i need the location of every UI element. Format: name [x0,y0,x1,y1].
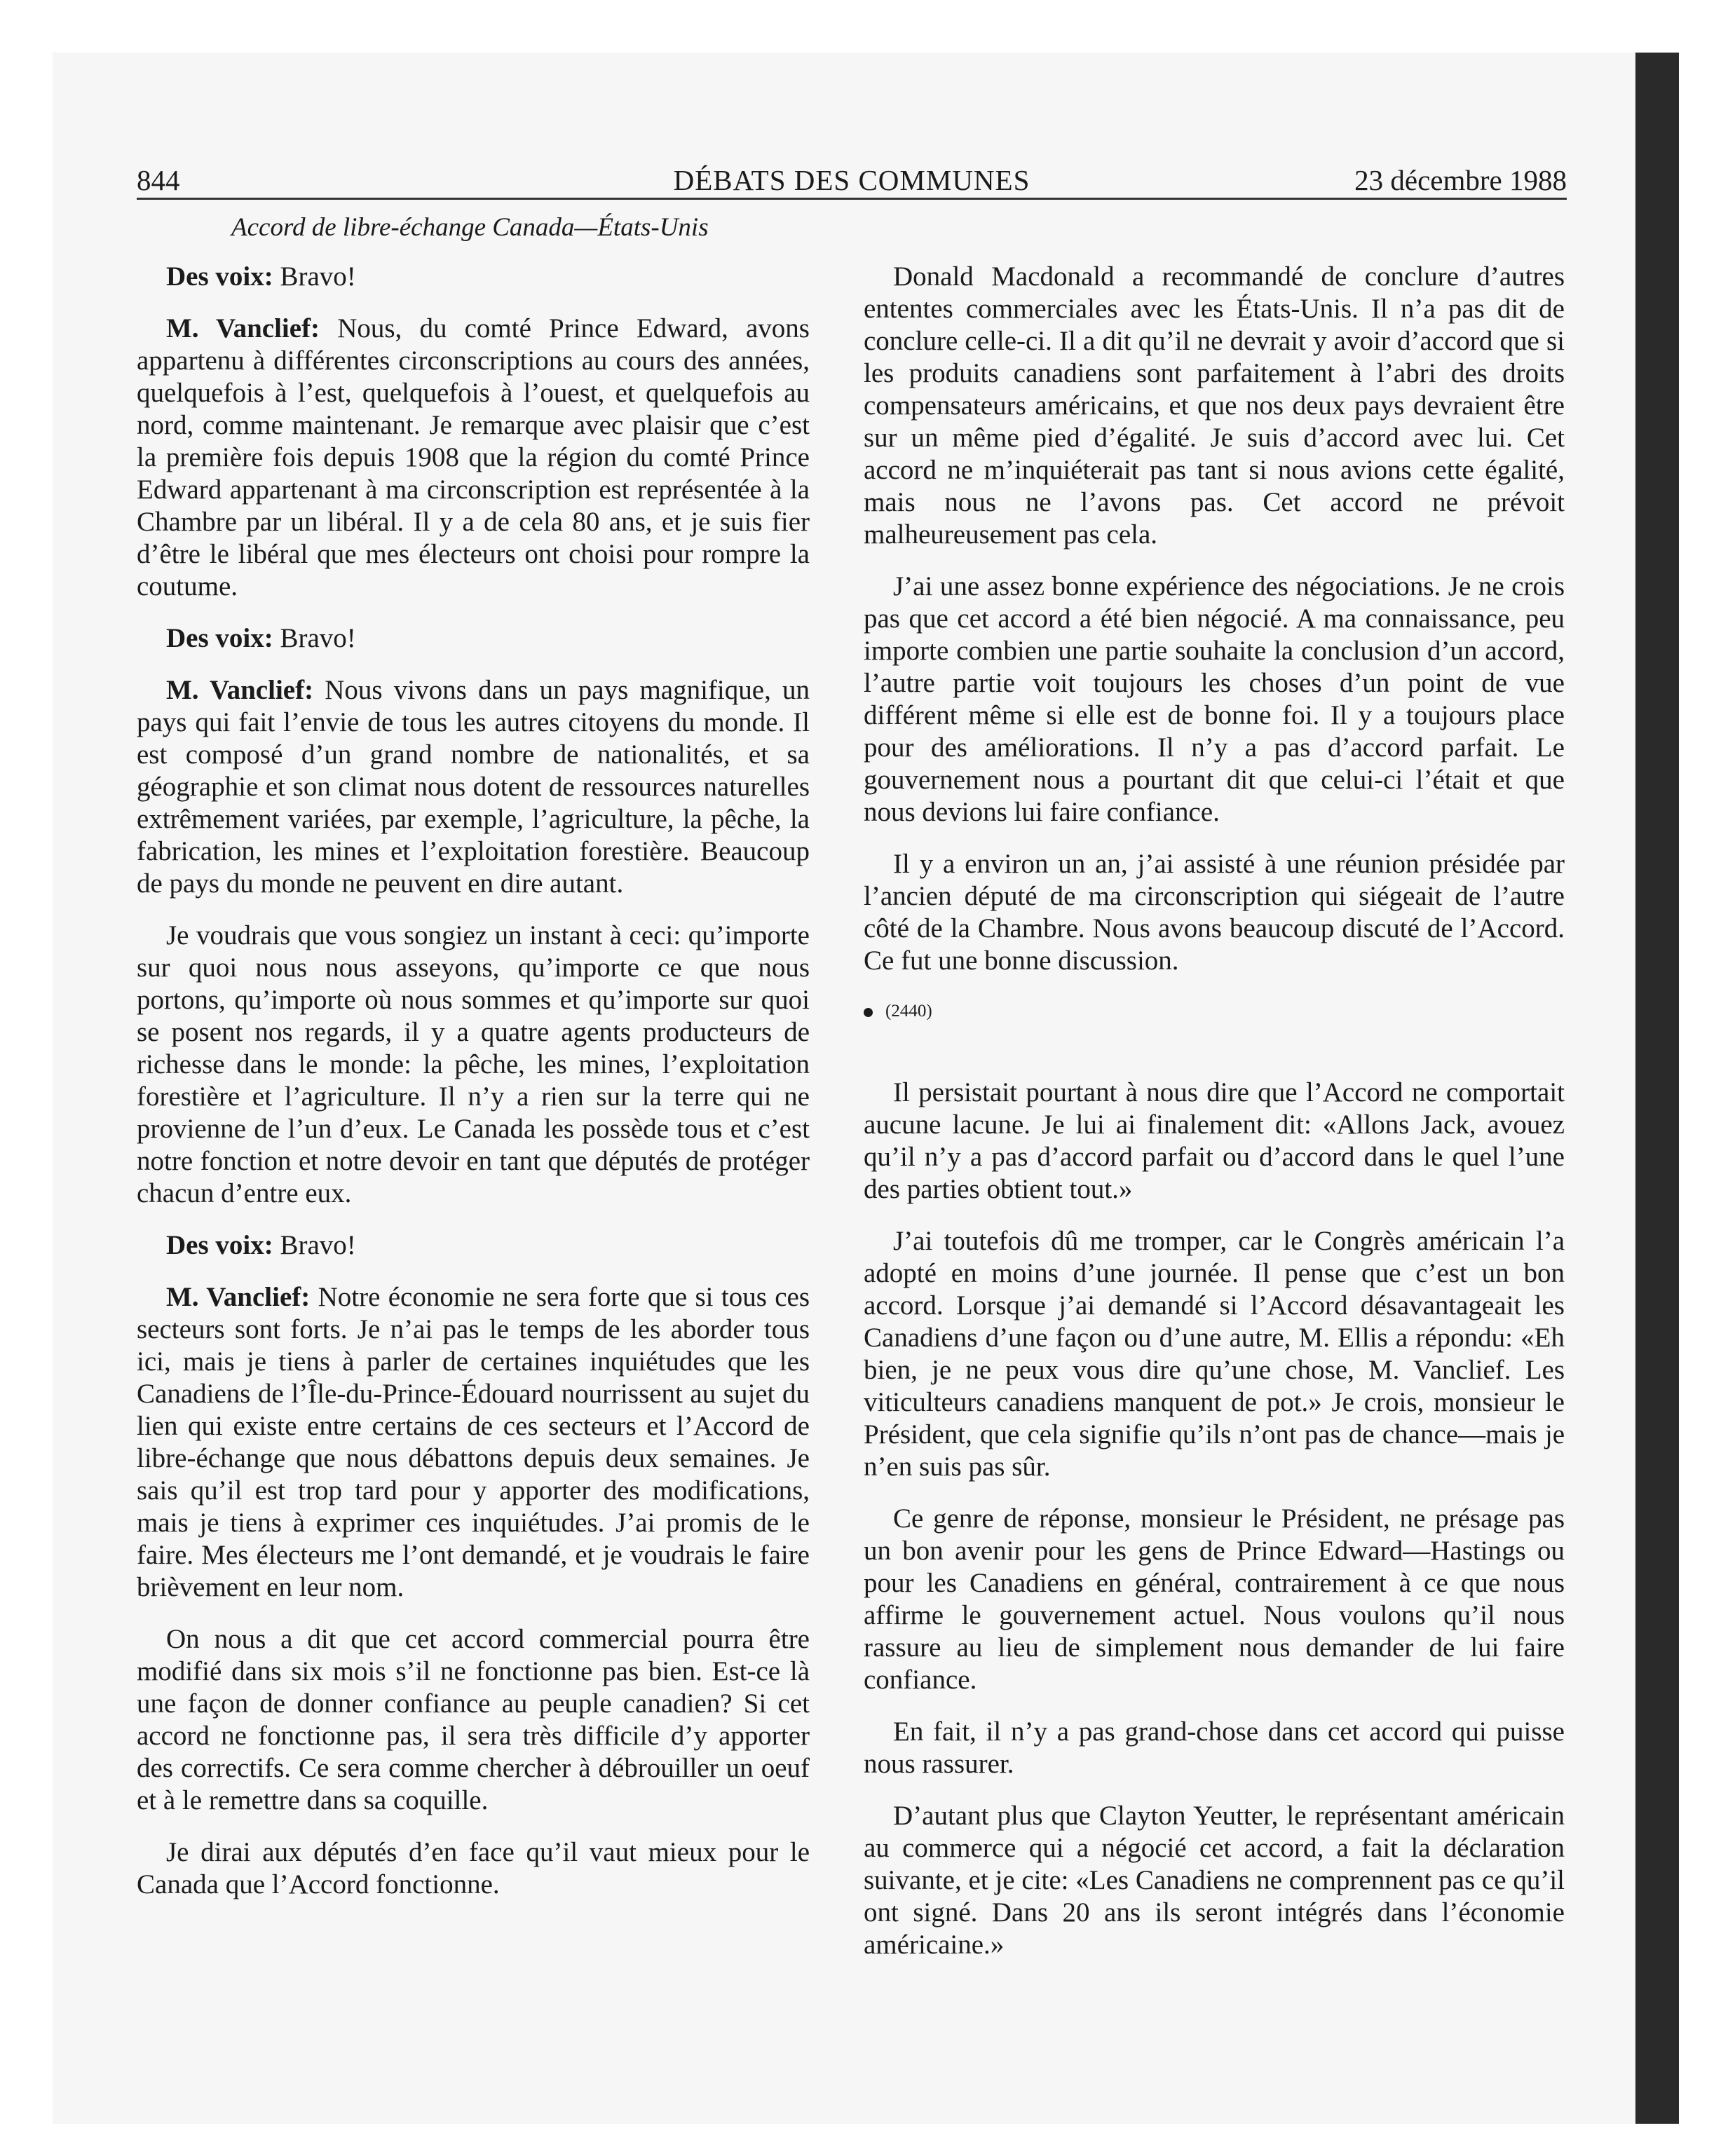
section-subheading: Accord de libre-échange Canada—États-Unis [231,213,709,242]
paragraph [137,622,810,655]
paragraph-text: Nous, du comté Prince Edward, avons appartenu à différentes circonscriptions au cours des années, quelquefois à l’est, quelquefois à l’ouest, et quelquefois au nord, comme maintenant. Je remarque avec plaisir que c’est la première fois depuis 1908 que la région du comté Prince Edward appartenant à ma circonscription est représentée à la Chambre par un libéral. Il y a de cela 80 ans, et je suis fier d’être le libéral que mes électeurs ont choisi pour rompre la coutume. [137,313,810,601]
paragraph: Ce genre de réponse, monsieur le Président, ne présage pas un bon avenir pour les gens de Prince Edward—Hastings ou pour les Canadiens en général, contrairement à ce que nous affirme le gouvernement actuel. Nous voulons qu’il nous rassure au lieu de simplement nous demander de lui faire confiance. [864,1503,1565,1695]
paragraph: D’autant plus que Clayton Yeutter, le représentant américain au commerce qui a négocié cet accord, a fait la déclaration suivante, et je cite: «Les Canadiens ne comprennent pas ce qu’il ont signé. Dans 20 ans ils seront intégrés dans l’économie américaine.» [864,1801,1565,1960]
speaker-label: Des voix: [166,261,273,292]
paragraph: En fait, il n’y a pas grand-chose dans cet accord qui puisse nous rassurer. [864,1717,1565,1779]
paragraph [137,313,810,603]
paragraph [137,674,810,900]
paragraph: On nous a dit que cet accord commercial pourra être modifié dans six mois s’il ne fonctionne pas bien. Est-ce là une façon de donner confiance au peuple canadien? Si cet accord ne fonctionne pas, il sera très difficile d’y apporter des correctifs. Ce sera comme chercher à débrouiller un oeuf et à le remettre dans sa coquille. [137,1624,810,1815]
paragraph: Je dirai aux députés d’en face qu’il vaut mieux pour le Canada que l’Accord fonctionne. [137,1837,810,1899]
speaker-label: M. Vanclief: [166,675,314,705]
paragraph [137,1229,810,1262]
paragraph-text: Bravo! [280,623,356,653]
header-rule [137,198,1567,200]
scan-edge-shadow [1635,53,1679,2124]
speaker-label: Des voix: [166,623,273,653]
speaker-label: M. Vanclief: [166,1282,311,1312]
bullet-icon [864,1008,873,1017]
paragraph: J’ai toutefois dû me tromper, car le Congrès américain l’a adopté en moins d’une journée. Il pense que c’est un bon accord. Lorsque j’ai demandé si l’Accord désavantageait les Canadiens d’une façon ou d’une autre, M. Ellis a répondu: «Eh bien, je ne peux vous dire qu’une chose, M. Vanclief. Les viticulteurs canadiens manquent de pot.» Je crois, monsieur le Président, que cela signifie qu’ils n’ont pas de chance—mais je n’en suis pas sûr. [864,1226,1565,1482]
speaker-label: Des voix: [166,1230,273,1260]
paragraph: Je voudrais que vous songiez un instant à ceci: qu’importe sur quoi nous nous asseyons, qu’importe ce que nous portons, qu’importe où nous sommes et qu’importe sur quoi se posent nos regards, il y a quatre agents producteurs de richesse dans le monde: la pêche, les mines, l’exploitation forestière et l’agriculture. Il n’y a rien sur la terre qui ne provienne de l’un d’eux. Le Canada les possède tous et c’est notre fonction et notre devoir en tant que députés de protéger chacun d’entre eux. [137,920,810,1208]
paragraph: J’ai une assez bonne expérience des négociations. Je ne crois pas que cet accord a été bien négocié. A ma connaissance, peu importe combien une partie souhaite la conclusion d’un accord, l’autre partie voit toujours les choses d’un point de vue différent même si elle est de bonne foi. Il y a toujours place pour des améliorations. Il n’y a pas d’accord parfait. Le gouvernement nous a pourtant dit que celui-ci l’était et que nous devions lui faire confiance. [864,571,1565,827]
page-number: 844 [137,164,180,196]
running-header [137,163,1567,198]
speaker-label: M. Vanclief: [166,313,320,343]
paragraph: Il persistait pourtant à nous dire que l’Accord ne comportait aucune lacune. Je lui ai finalement dit: «Allons Jack, avouez qu’il n’y a pas d’accord parfait ou d’accord dans le quel l’une des parties obtient tout.» [864,1077,1565,1204]
time-marker-text: (2440) [885,1002,932,1021]
paragraph-text: Bravo! [280,1230,356,1260]
paragraph-text: Nous vivons dans un pays magnifique, un pays qui fait l’envie de tous les autres citoyens du monde. Il est composé d’un grand nombre de nationalités, et sa géographie et son climat nous dotent de ressources naturelles extrêmement variées, par exemple, l’agriculture, la pêche, la fabrication, les mines et l’exploitation forestière. Beaucoup de pays du monde ne peuvent en dire autant. [137,675,810,899]
left-column [137,261,810,1920]
paragraph [137,1281,810,1604]
paragraph-text: Bravo! [280,261,356,292]
paragraph-text: Notre économie ne sera forte que si tous ces secteurs sont forts. Je n’ai pas le temps de les aborder tous ici, mais je tiens à parler de certaines inquiétudes que les Canadiens de l’Île-du-Prince-Édouard nourrissent au sujet du lien qui existe entre certains de ces secteurs et l’Accord de libre-échange que nous débattons depuis deux semaines. Je sais qu’il est trop tard pour y apporter des modifications, mais je tiens à exprimer ces inquiétudes. J’ai promis de le faire. Mes électeurs me l’ont demandé, et je voudrais le faire brièvement en leur nom. [137,1282,810,1602]
header-date: 23 décembre 1988 [1354,164,1567,196]
paragraph [137,261,810,293]
paragraph: Donald Macdonald a recommandé de conclure d’autres ententes commerciales avec les États-Unis. Il n’a pas dit de conclure celle-ci. Il a dit qu’il ne devrait y avoir d’accord que si les produits canadiens sont parfaitement à l’abri des droits compensateurs américains, et que nos deux pays devraient être sur un même pied d’égalité. Je suis d’accord avec lui. Cet accord ne m’inquiéterait pas tant si nous avions cette égalité, mais nous ne l’avons pas. Cet accord ne prévoit malheureusement pas cela. [864,261,1565,550]
right-column [864,261,1565,1981]
paragraph: Il y a environ un an, j’ai assisté à une réunion présidée par l’ancien député de ma circonscription qui siégeait de l’autre côté de la Chambre. Nous avons beaucoup discuté de l’Accord. Ce fut une bonne discussion. [864,849,1565,976]
publication-title: DÉBATS DES COMMUNES [673,164,1030,196]
time-marker [864,1001,1565,1022]
